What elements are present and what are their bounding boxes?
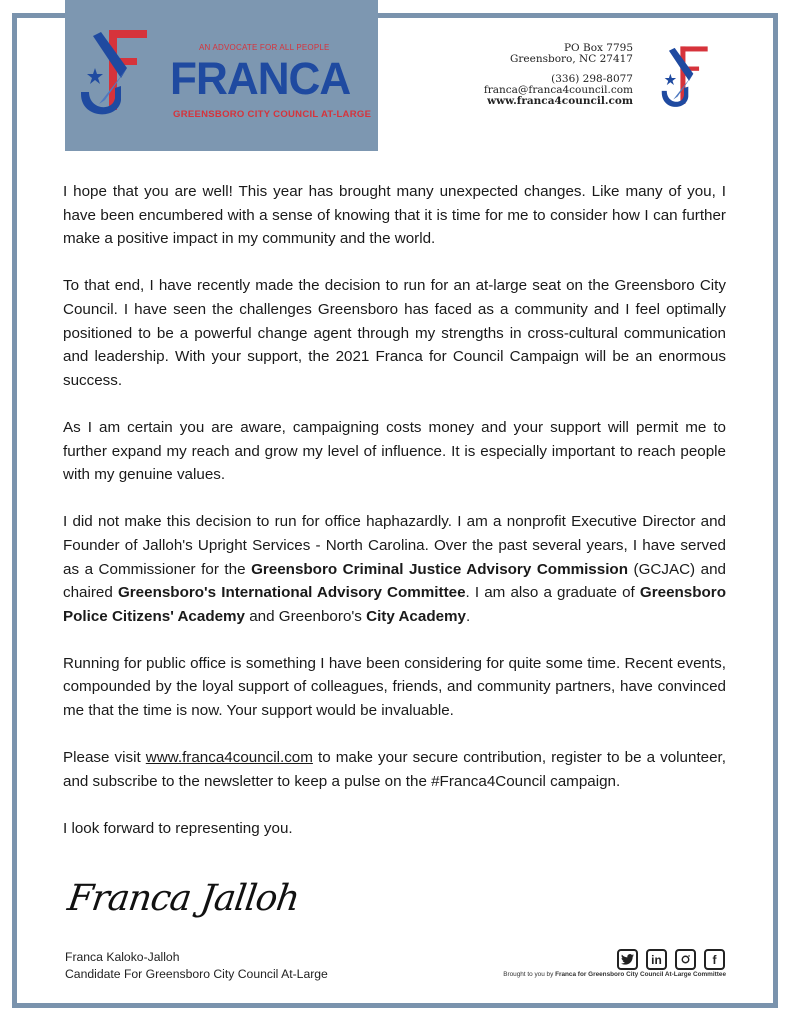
paid-for-by-credit: Brought to you by Franca for Greensboro City Council At-Large Committee	[503, 971, 726, 978]
paragraph-fundraising: As I am certain you are aware, campaigning costs money and your support will permit me to further expand my reach and grow my level of influence. It is especially important to reach people with my genuine values.	[63, 418, 726, 484]
email-address[interactable]: franca@franca4council.com	[483, 84, 633, 96]
signer-name: Franca Kaloko-Jalloh	[65, 950, 180, 964]
handwritten-signature: Franca Jalloh	[65, 878, 302, 919]
contact-block	[484, 43, 633, 107]
international-committee-name: Greensboro's International Advisory Committee	[117, 584, 466, 602]
paragraph-greeting: I hope that you are well! This year has brought many unexpected changes. Like many of you, I have been encumbered with a sense of knowing that it is time for me to consider how I can further make a positive impact in my community and the world.	[63, 183, 726, 248]
closing-line: I look forward to representing you.	[63, 820, 293, 838]
twitter-icon[interactable]	[617, 949, 638, 970]
campaign-tagline: AN ADVOCATE FOR ALL PEOPLE	[199, 43, 330, 52]
instagram-icon[interactable]	[675, 949, 696, 970]
phone-number: (336) 298-8077	[551, 73, 633, 85]
brand-subtitle: GREENSBORO CITY COUNCIL AT-LARGE	[173, 109, 372, 120]
small-jf-logo-icon	[655, 45, 713, 111]
paragraph-call-to-action: Please visit www.franca4council.com to make your secure contribution, register to be a volunteer, and subscribe to the newsletter to keep a pulse on the #Franca4Council campaign.	[63, 749, 726, 790]
paragraph-motivation: Running for public office is something I have been considering for quite some time. Recent events, compounded by the loyal support of colleagues, friends, and community partners, have convinced me that the time is now. Your support would be invaluable.	[63, 654, 726, 720]
paragraph-credentials: I did not make this decision to run for office haphazardly. I am a nonprofit Executive Director and Founder of Jalloh's Upright Services - North Carolina. Over the past several years, I have served as a Commissioner for the Greensboro Criminal Justice Advisory Commission (GCJAC) and chaired Greensboro's International Advisory Committee. I am also a graduate of Greensboro Police Citizens' Academy and Greenboro's City Academy.	[63, 513, 726, 625]
social-links	[617, 949, 725, 970]
facebook-icon[interactable]: f	[704, 949, 725, 970]
jf-monogram-logo-icon	[79, 28, 149, 120]
linkedin-icon[interactable]: in	[646, 949, 667, 970]
city-state-zip: Greensboro, NC 27417	[509, 53, 633, 65]
website-link[interactable]: www.franca4council.com	[487, 95, 633, 107]
signer-block	[65, 949, 328, 983]
police-academy-name: Greensboro Police Citizens' Academy	[63, 584, 726, 625]
brand-name: FRANCA	[170, 53, 351, 104]
paragraph-decision: To that end, I have recently made the decision to run for an at-large seat on the Greensboro City Council. I have seen the challenges Greensboro has faced as a community and I feel optimally positioned to be a powerful change agent through my strengths in cross-cultural communication and leadership. With your support, the 2021 Franca for Council Campaign will be an enormous success.	[63, 277, 726, 389]
po-box: PO Box 7795	[563, 42, 633, 54]
letter-body	[63, 180, 726, 864]
committee-name: Franca for Greensboro City Council At-Large Committee	[555, 971, 726, 978]
gcjac-name: Greensboro Criminal Justice Advisory Commission	[251, 560, 628, 578]
letterhead-banner	[65, 0, 378, 151]
signer-title: Candidate For Greensboro City Council At-Large	[65, 967, 328, 981]
city-academy-name: City Academy	[366, 607, 466, 625]
campaign-website-link[interactable]: www.franca4council.com	[145, 749, 313, 767]
